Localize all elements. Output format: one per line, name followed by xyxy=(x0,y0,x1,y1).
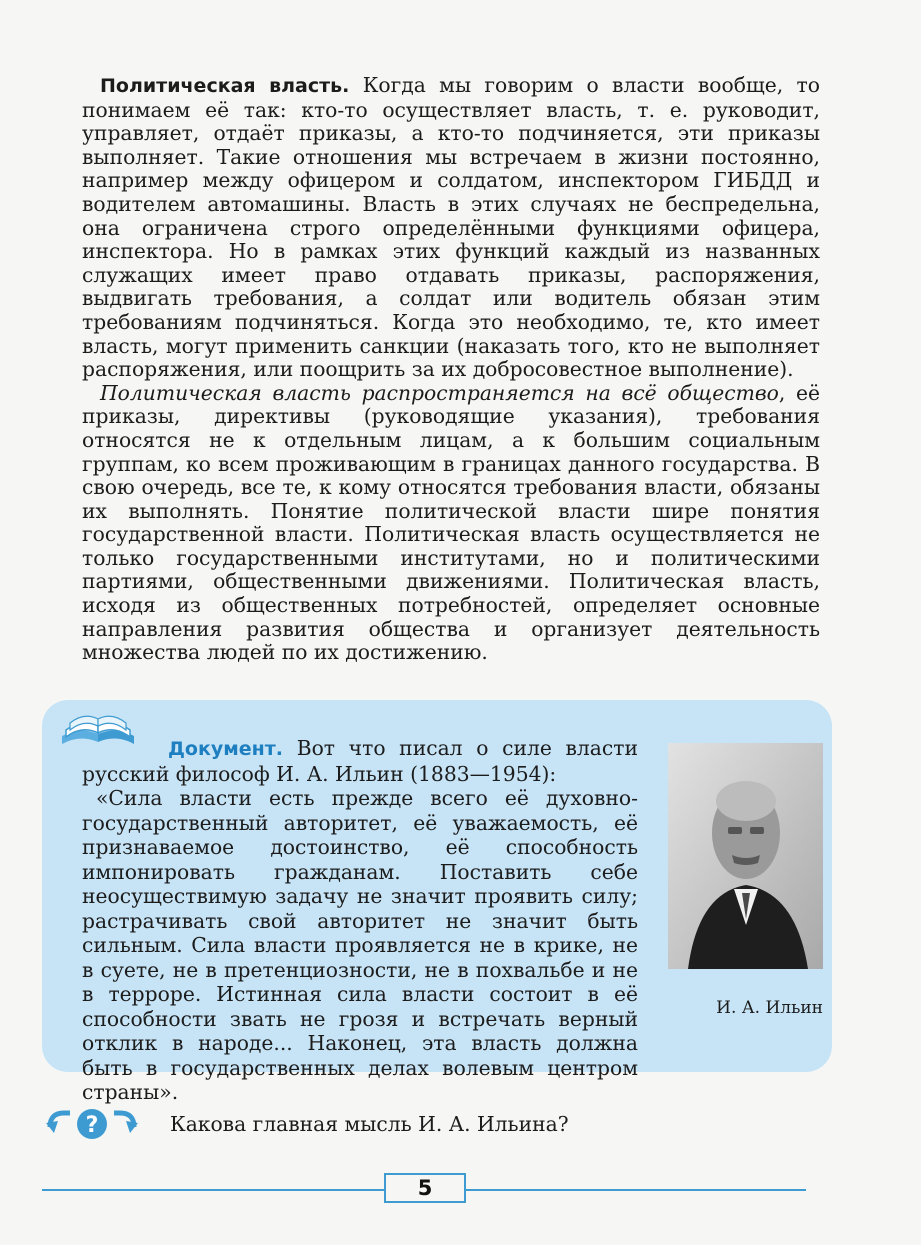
question-arrows-icon xyxy=(44,1107,140,1141)
paragraph-1-body: Когда мы говорим о власти вообще, то понимаем её так: кто-то осуществляет власть, т. е. руководит, управляет, отдаёт приказы, а кто-то подчиняется, эти приказы выполняет. Такие отношения мы встречаем в жизни постоянно, например между офицером и солдатом, инспектором ГИБДД и водителем автомашины. Власть в этих случаях не беспредельна, она ограничена строго определёнными функциями офицера, инспектора. Но в рамках этих функций каждый из названных служащих имеет право отдавать приказы, распоряжения, выдвигать требования, а солдат или водитель обязан этим требованиям подчиняться. Когда это необходимо, те, кто имеет власть, могут применить санкции (наказать того, кто не выполняет распоряжения, или поощрить за их добросовестное выполнение). xyxy=(82,73,820,382)
emphasis-society: Политическая власть распространяется на всё общество xyxy=(100,380,779,405)
document-intro-text: Вот что писал о силе власти русский философ И. А. Ильин (1883—1954): xyxy=(82,736,638,786)
page-number: 5 xyxy=(384,1173,466,1203)
document-label: Документ. xyxy=(168,738,284,760)
term-political-power: Политическая власть. xyxy=(100,75,350,97)
portrait-ilyin xyxy=(668,743,823,969)
paragraph-2-body: , её приказы, директивы (руководящие указания), требования относятся не к отдельным лицам, а к большим социальным группам, ко всем проживающим в границах данного государства. В свою очередь, все те, к кому относятся требования власти, обязаны их выполнять. Понятие политической власти шире понятия государственной власти. Политическая власть осуществляется не только государственными институтами, но и политическими партиями, общественными движениями. Политическая власть, исходя из общественных потребностей, определяет основные направления развития общества и организует деятельность множества людей по их достижению. xyxy=(82,380,820,665)
footer-rule-right xyxy=(464,1189,806,1191)
footer-rule-left xyxy=(42,1189,384,1191)
paragraph-political-power xyxy=(82,74,820,382)
document-quote: «Сила власти есть прежде всего её духовно-государственный авторитет, её уважаемость, её признаваемое достоинство, её способность импонировать гражданам. Поставить себе неосуществимую задачу не значит проявить силу; растрачивать свой авторитет не значит быть сильным. Сила власти проявляется не в крике, не в суете, не в претенциозности, не в похвальбе и не в терроре. Истинная сила власти состоит в её способности звать не грозя и встречать верный отклик в народе... Наконец, эта власть должна быть в государственных делах волевым центром страны». xyxy=(82,786,638,1104)
main-text xyxy=(82,74,820,665)
document-text xyxy=(82,736,638,1105)
review-question: Какова главная мысль И. А. Ильина? xyxy=(170,1112,569,1136)
portrait-caption: И. А. Ильин xyxy=(716,998,823,1018)
document-intro xyxy=(82,736,638,786)
svg-text:?: ? xyxy=(85,1113,99,1138)
paragraph-society xyxy=(82,382,820,665)
